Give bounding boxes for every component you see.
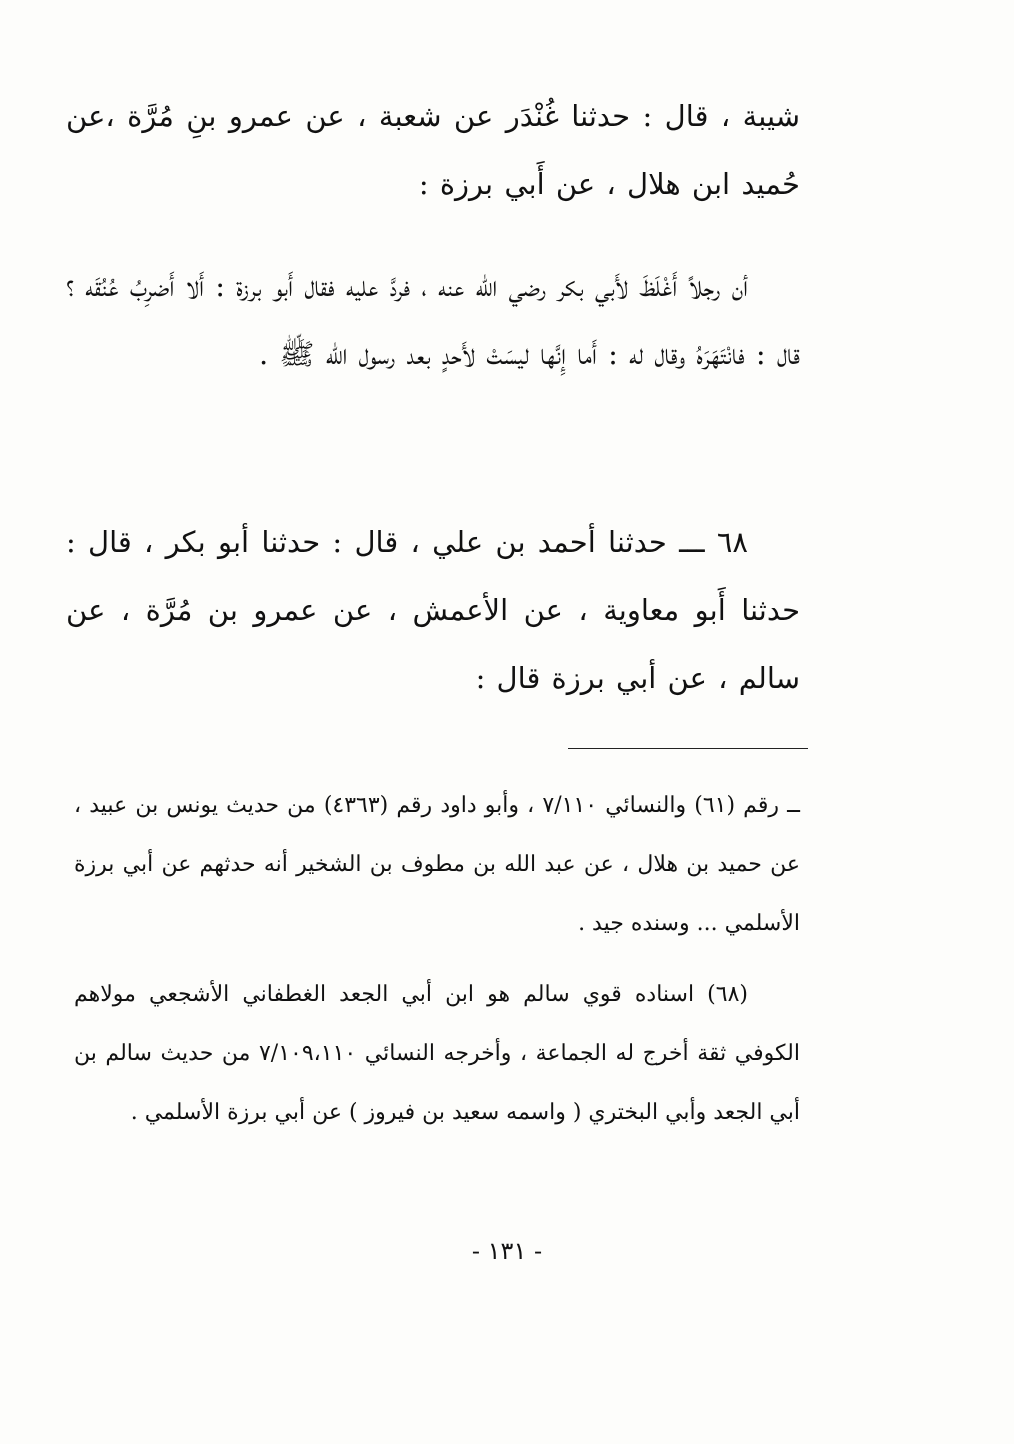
footnote-divider bbox=[568, 748, 808, 749]
page-number: - ١٣١ - bbox=[471, 1237, 543, 1265]
footnote-1: ــ رقم (٦١) والنسائي ٧/١١٠ ، وأبو داود رقم (٤٣٦٣) من حديث يونس بن عبيد ، عن حميد بن هلال ، عن عبد الله بن مطوف بن الشخير أنه حدثهم عن أبي برزة الأسلمي ... وسنده جيد . bbox=[74, 793, 800, 936]
main-text-paragraph-1: شيبة ، قال : حدثنا غُنْدَر عن شعبة ، عن عمرو بنِ مُرَّة ،عن حُميد ابن هلال ، عن أَبي برزة : bbox=[66, 99, 800, 201]
main-text-paragraph-2: أن رجلاً أَغْلَظَ لأَبي بكر رضي الله عنه ، فردَّ عليه فقال أَبو برزة : أَلا أَضرِبُ عُنُقَه ؟ قال : فانْتَهَرَهُ وقال له : أَما إِنَّها ليسَتْ لأَحدٍ بعد رسول الله ﷺ . bbox=[66, 269, 800, 371]
main-text-paragraph-3: ٦٨ ـــ حدثنا أحمد بن علي ، قال : حدثنا أبو بكر ، قال : حدثنا أَبو معاوية ، عن الأعمش ، عن عمرو بن مُرَّة ، عن سالم ، عن أبي برزة قال : bbox=[66, 525, 800, 695]
footnote-2: (٦٨) اسناده قوي سالم هو ابن أبي الجعد الغطفاني الأشجعي مولاهم الكوفي ثقة أخرج له الجماعة ، وأخرجه النسائي ٧/١٠٩،١١٠ من حديث سالم بن أبي الجعد وأبي البختري ( واسمه سعيد بن فيروز ) عن أبي برزة الأسلمي . bbox=[74, 982, 800, 1125]
